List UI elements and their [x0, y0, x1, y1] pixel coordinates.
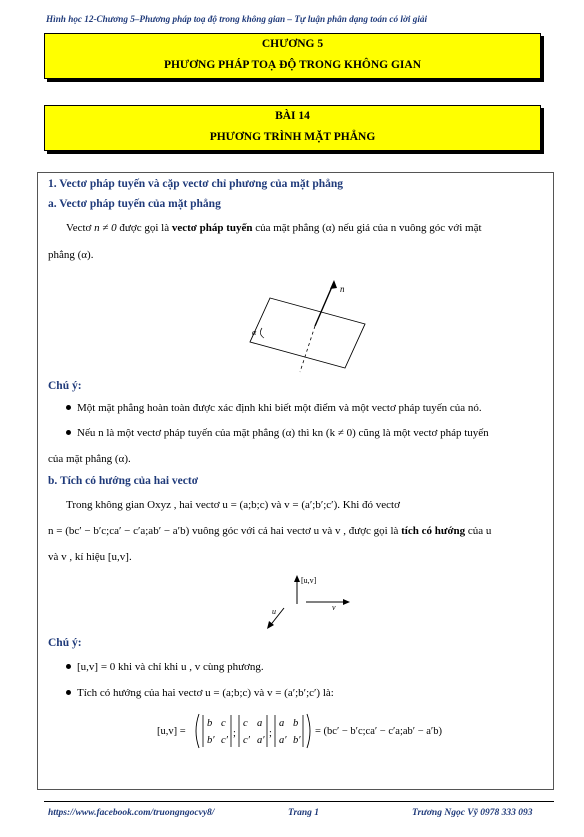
formula-lhs: [u,v] = — [157, 726, 186, 737]
note-1-bullet-1: Một mặt phẳng hoàn toàn được xác định khi biết một điểm và một vectơ pháp tuyến của nó. — [66, 402, 482, 414]
v-label: v — [332, 603, 336, 612]
svg-text:;: ; — [233, 728, 236, 739]
footer-author: Trương Ngọc Vỹ 0978 333 093 — [412, 808, 533, 818]
formula-rhs: = (bc′ − b′c;ca′ − c′a;ab′ − a′b) — [315, 726, 442, 737]
running-header: Hình học 12-Chương 5–Phương pháp toạ độ trong không gian – Tự luận phân dạng toán có lời giải — [46, 14, 428, 24]
angle-arc — [260, 328, 264, 338]
chapter-label: CHƯƠNG 5 — [261, 38, 324, 50]
definition-line-1: Vectơ n ≠ 0 được gọi là vectơ pháp tuyến của mặt phẳng (α) nếu giá của n vuông góc với mặt — [66, 222, 482, 234]
cross-line-1: Trong không gian Oxyz , hai vectơ u = (a;b;c) và v = (a′;b′;c′). Khi đó vectơ — [66, 499, 400, 511]
m3-c: a′ — [279, 735, 287, 746]
formula-close-paren — [307, 714, 310, 748]
definition-line-2: phẳng (α). — [48, 249, 94, 261]
svg-text:;: ; — [269, 728, 272, 739]
note-1-title: Chú ý: — [48, 380, 82, 392]
m2-b: a — [257, 718, 263, 729]
m1-a: b — [207, 718, 213, 729]
lesson-title: PHƯƠNG TRÌNH MẶT PHẲNG — [209, 131, 376, 143]
alpha-label: α — [252, 328, 257, 337]
normal-dashed-line — [300, 326, 315, 372]
v-arrowhead — [343, 599, 350, 605]
note-2-bullet-2: Tích có hướng của hai vectơ u = (a;b;c) và v = (a′;b′;c′) là: — [66, 687, 334, 699]
cross-product-formula — [155, 712, 475, 750]
normal-arrowhead — [330, 280, 337, 289]
m1-b: c — [221, 718, 226, 729]
m2-d: a′ — [257, 735, 265, 746]
formula-open-paren — [196, 714, 199, 748]
plane-shape — [250, 298, 365, 368]
footer-page-number: Trang 1 — [288, 808, 320, 818]
m3-d: b′ — [293, 735, 301, 746]
uv-arrowhead — [294, 575, 300, 582]
m2-a: c — [243, 718, 248, 729]
note-2-bullet-1: [u,v] = 0 khi và chỉ khi u , v cùng phương. — [66, 661, 264, 673]
m3-b: b — [293, 718, 299, 729]
lesson-label: BÀI 14 — [275, 110, 310, 122]
bullet-icon — [66, 664, 71, 669]
bullet-icon — [66, 430, 71, 435]
section-heading-1: 1. Vectơ pháp tuyến và cặp vectơ chỉ phương của mặt phẳng — [48, 178, 344, 190]
footer-link[interactable]: https://www.facebook.com/truongngocvy8/ — [48, 808, 215, 818]
subsection-heading-b: b. Tích có hướng của hai vectơ — [48, 475, 199, 487]
cross-line-3: và v , kí hiệu [u,v]. — [48, 551, 132, 563]
lesson-banner — [44, 105, 541, 151]
chapter-banner — [44, 33, 541, 79]
m1-d: c′ — [221, 735, 228, 746]
uv-label: [u,v] — [301, 576, 317, 585]
note-2-title: Chú ý: — [48, 637, 82, 649]
normal-label: n — [340, 284, 345, 294]
cross-product-figure — [262, 572, 362, 632]
plane-normal-figure — [240, 276, 380, 376]
chapter-title: PHƯƠNG PHÁP TOẠ ĐỘ TRONG KHÔNG GIAN — [163, 59, 422, 71]
u-label: u — [272, 607, 276, 616]
bullet-icon — [66, 405, 71, 410]
m2-c: c′ — [243, 735, 250, 746]
note-1-bullet-2: Nếu n là một vectơ pháp tuyến của mặt phẳng (α) thì kn (k ≠ 0) cũng là một vectơ pháp tuyến — [66, 427, 489, 439]
subsection-heading-a: a. Vectơ pháp tuyến của mặt phẳng — [48, 198, 221, 210]
cross-line-2: n = (bc′ − b′c;ca′ − c′a;ab′ − a′b) vuông góc với cả hai vectơ u và v , được gọi là tích có hướng của u — [48, 525, 492, 537]
note-1-bullet-2-cont: của mặt phẳng (α). — [48, 453, 131, 465]
m3-a: a — [279, 718, 285, 729]
m1-c: b′ — [207, 735, 215, 746]
footer-rule — [44, 801, 554, 802]
bullet-icon — [66, 690, 71, 695]
